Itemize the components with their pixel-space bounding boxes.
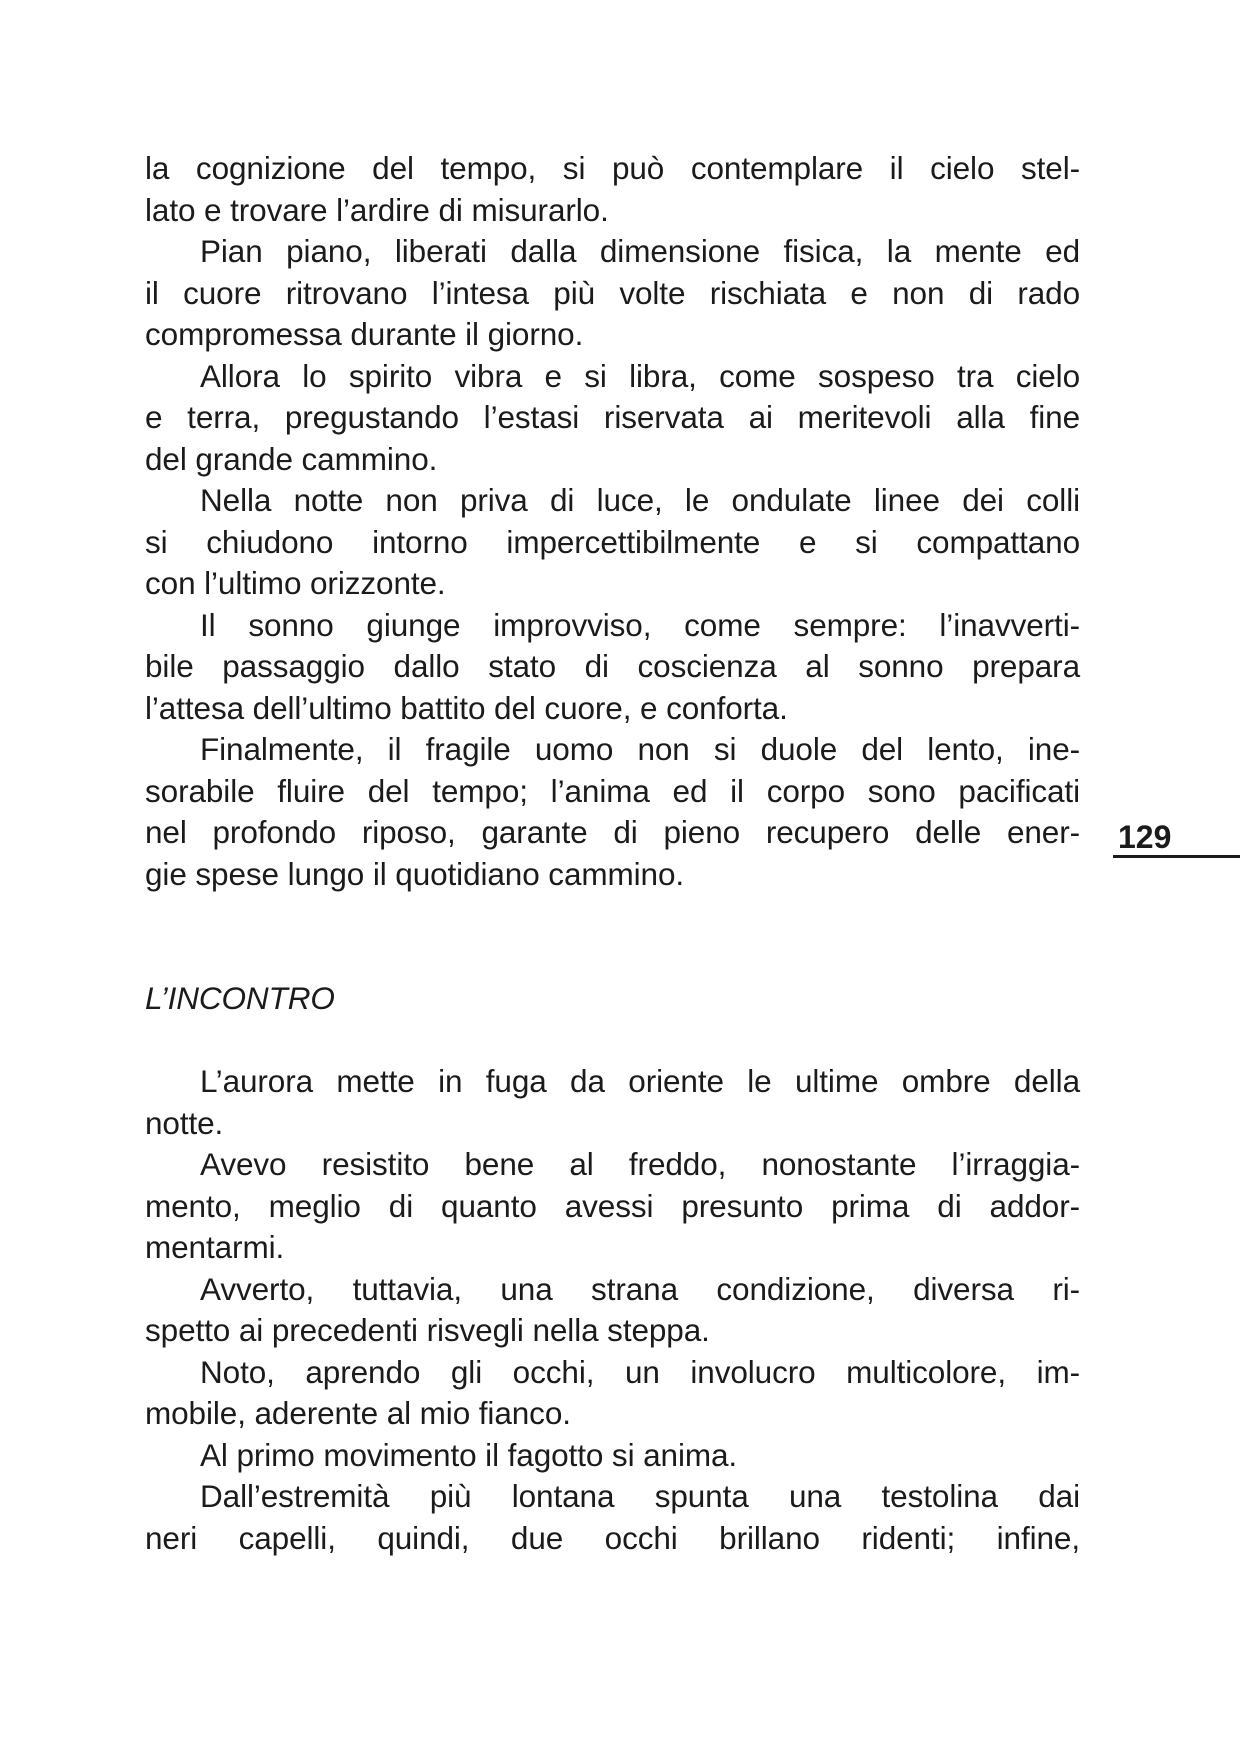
- paragraph: [145, 1269, 1080, 1352]
- section-heading: L’INCONTRO: [145, 980, 335, 1016]
- text-line: L’aurora mette in fuga da oriente le ultime ombre della: [200, 1063, 1080, 1099]
- text-line: compromessa durante il giorno.: [145, 316, 584, 352]
- text-line: si chiudono intorno impercettibilmente e si compattano: [145, 523, 1080, 560]
- text-line: la cognizione del tempo, si può contemplare il cielo stel-: [145, 150, 1080, 186]
- text-line: mobile, aderente al mio fianco.: [145, 1395, 571, 1431]
- text-line: del grande cammino.: [145, 440, 438, 477]
- text-line: Avverto, tuttavia, una strana condizione, diversa ri-: [200, 1270, 1080, 1307]
- text-line: Nella notte non priva di luce, le ondulate linee dei colli: [200, 482, 1080, 518]
- text-line: Dall’estremità più lontana spunta una testolina dai: [200, 1478, 1080, 1514]
- body-text: [145, 148, 1080, 1559]
- text-line: notte.: [145, 1104, 224, 1141]
- text-line: Al primo movimento il fagotto si anima.: [200, 1436, 738, 1473]
- text-line: Finalmente, il fragile uomo non si duole del lento, ine-: [200, 731, 1080, 767]
- paragraph: [145, 1061, 1080, 1144]
- paragraph: [145, 1144, 1080, 1269]
- paragraph: [145, 1352, 1080, 1435]
- paragraph: [145, 729, 1080, 895]
- text-line: Avevo resistito bene al freddo, nonostante l’irraggia-: [200, 1146, 1080, 1182]
- page-number: 129: [1118, 819, 1172, 855]
- page-number-rule: [1113, 855, 1240, 858]
- text-line: mentarmi.: [145, 1229, 285, 1265]
- text-line: Noto, aprendo gli occhi, un involucro multicolore, im-: [200, 1353, 1080, 1390]
- text-line: spetto ai precedenti risvegli nella steppa.: [145, 1312, 710, 1348]
- text-line: Allora lo spirito vibra e si libra, come sospeso tra cielo: [200, 357, 1080, 394]
- text-line: Il sonno giunge improvviso, come sempre: l’inavverti-: [200, 606, 1080, 643]
- text-line: Pian piano, liberati dalla dimensione fisica, la mente ed: [200, 233, 1080, 269]
- text-line: gie spese lungo il quotidiano cammino.: [145, 855, 685, 892]
- text-line: neri capelli, quindi, due occhi brillano ridenti; infine,: [145, 1519, 1080, 1556]
- paragraph: [145, 148, 1080, 231]
- text-line: e terra, pregustando l’estasi riservata ai meritevoli alla fine: [145, 399, 1080, 435]
- paragraph: [145, 605, 1080, 730]
- text-line: mento, meglio di quanto avessi presunto prima di addor-: [145, 1187, 1080, 1224]
- text-line: lato e trovare l’ardire di misurarlo.: [145, 191, 609, 228]
- text-line: l’attesa dell’ultimo battito del cuore, e conforta.: [145, 689, 788, 726]
- text-line: con l’ultimo orizzonte.: [145, 565, 446, 601]
- text-line: nel profondo riposo, garante di pieno recupero delle ener-: [145, 814, 1080, 850]
- text-line: bile passaggio dallo stato di coscienza al sonno prepara: [145, 648, 1080, 684]
- paragraph: [145, 231, 1080, 356]
- text-line: il cuore ritrovano l’intesa più volte rischiata e non di rado: [145, 274, 1080, 311]
- paragraph: [145, 1476, 1080, 1559]
- text-line: sorabile fluire del tempo; l’anima ed il corpo sono pacificati: [145, 772, 1080, 809]
- paragraph: [145, 480, 1080, 605]
- paragraph: [145, 1435, 1080, 1477]
- paragraph: [145, 356, 1080, 481]
